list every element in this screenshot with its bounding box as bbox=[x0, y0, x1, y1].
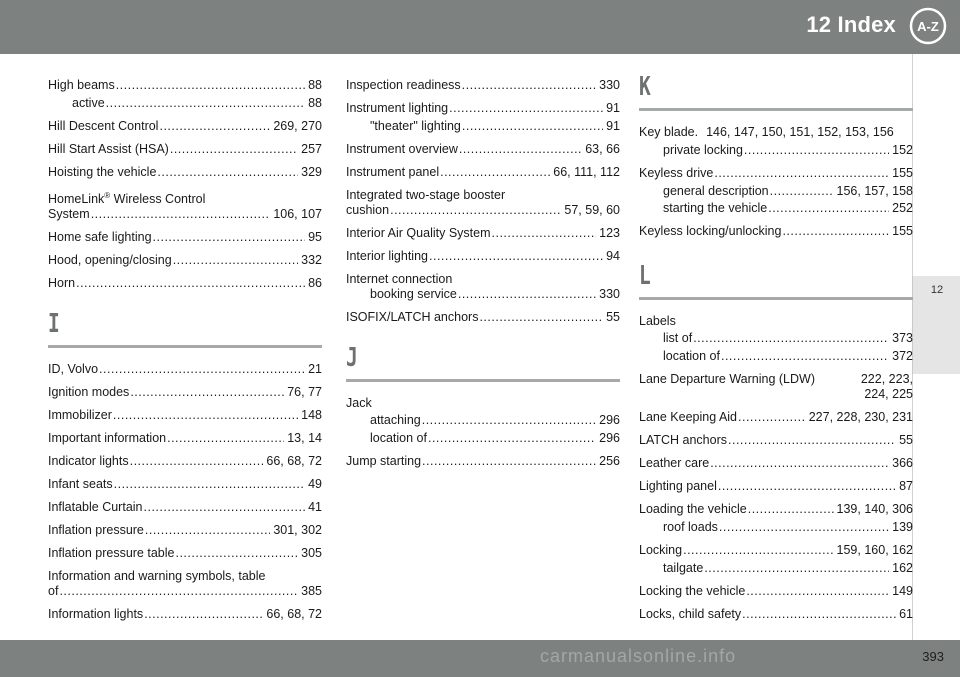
index-entry: Locking ..... 159, 160, 162 bbox=[639, 543, 913, 558]
index-entry: Hood, opening/closing ..... 332 bbox=[48, 253, 322, 268]
index-entry: Instrument overview ..... 63, 66 bbox=[346, 142, 620, 157]
index-subentry: location of ..... 372 bbox=[639, 349, 913, 364]
index-subentry: general description ..... 156, 157, 158 bbox=[639, 184, 913, 199]
index-entry: Lighting panel ..... 87 bbox=[639, 479, 913, 494]
index-entry-homelink: HomeLink® Wireless Control System ..... 106, 107 bbox=[48, 188, 322, 222]
section-heading-k: K bbox=[639, 72, 913, 111]
index-column-1 bbox=[48, 78, 322, 630]
index-entry: Keyless drive ..... 155 bbox=[639, 166, 913, 181]
index-entry: Jump starting ..... 256 bbox=[346, 454, 620, 469]
index-entry: LATCH anchors ..... 55 bbox=[639, 433, 913, 448]
index-column-3 bbox=[639, 72, 913, 630]
index-entry: Immobilizer ..... 148 bbox=[48, 408, 322, 423]
index-entry: Interior Air Quality System ..... 123 bbox=[346, 226, 620, 241]
index-entry: Hoisting the vehicle ..... 329 bbox=[48, 165, 322, 180]
header-bar bbox=[0, 0, 960, 54]
index-entry: Locks, child safety ..... 61 bbox=[639, 607, 913, 622]
index-entry: Hill Descent Control ..... 269, 270 bbox=[48, 119, 322, 134]
index-entry: Important information ..... 13, 14 bbox=[48, 431, 322, 446]
index-entry: Ignition modes ..... 76, 77 bbox=[48, 385, 322, 400]
section-heading-l: L bbox=[639, 261, 913, 300]
index-entry: Indicator lights ..... 66, 68, 72 bbox=[48, 454, 322, 469]
index-subentry: "theater" lighting ..... 91 bbox=[346, 119, 620, 134]
index-entry-ldw: Lane Departure Warning (LDW) 222, 223, 224, 225 bbox=[639, 372, 913, 401]
chapter-tab-label: 12 bbox=[930, 284, 944, 296]
index-entry: Locking the vehicle ..... 149 bbox=[639, 584, 913, 599]
index-entry-internet: Internet connection booking service ..... 330 bbox=[346, 272, 620, 302]
index-column-2 bbox=[346, 78, 620, 477]
index-entry: ISOFIX/LATCH anchors ..... 55 bbox=[346, 310, 620, 325]
index-entry: Inspection readiness ..... 330 bbox=[346, 78, 620, 93]
section-heading-j: J bbox=[346, 343, 620, 382]
index-subentry: private locking ..... 152 bbox=[639, 143, 913, 158]
index-subentry: attaching ..... 296 bbox=[346, 413, 620, 428]
index-entry: Leather care ..... 366 bbox=[639, 456, 913, 471]
index-entry-booster: Integrated two-stage booster cushion ..... 57, 59, 60 bbox=[346, 188, 620, 218]
index-subentry: list of ..... 373 bbox=[639, 331, 913, 346]
index-entry: Instrument lighting ..... 91 bbox=[346, 101, 620, 116]
svg-text:A-Z: A-Z bbox=[917, 19, 939, 34]
index-entry: Loading the vehicle ..... 139, 140, 306 bbox=[639, 502, 913, 517]
section-heading-i: I bbox=[48, 309, 322, 348]
index-entry: High beams ..... 88 bbox=[48, 78, 322, 93]
index-subentry: starting the vehicle ..... 252 bbox=[639, 201, 913, 216]
index-entry: Inflation pressure table ..... 305 bbox=[48, 546, 322, 561]
index-entry-info-symbols: Information and warning symbols, table of ..... 385 bbox=[48, 569, 322, 599]
index-entry: ID, Volvo ..... 21 bbox=[48, 362, 322, 377]
index-subentry: tailgate ..... 162 bbox=[639, 561, 913, 576]
index-entry-jack: Jack bbox=[346, 396, 372, 410]
a-z-icon bbox=[908, 6, 948, 46]
index-entry-keyblade: Key blade. 146, 147, 150, 151, 152, 153, 156 bbox=[639, 125, 894, 139]
index-entry: Instrument panel ..... 66, 111, 112 bbox=[346, 165, 620, 180]
index-entry: Inflation pressure ..... 301, 302 bbox=[48, 523, 322, 538]
index-entry: Infant seats ..... 49 bbox=[48, 477, 322, 492]
footer-bar bbox=[0, 640, 960, 677]
chapter-tab[interactable] bbox=[912, 276, 960, 374]
page-number: 393 bbox=[922, 649, 944, 664]
index-subentry: roof loads ..... 139 bbox=[639, 520, 913, 535]
page-title: 12 Index bbox=[806, 12, 896, 37]
index-entry: Interior lighting ..... 94 bbox=[346, 249, 620, 264]
index-entry-labels: Labels bbox=[639, 314, 676, 328]
index-entry: Home safe lighting ..... 95 bbox=[48, 230, 322, 245]
watermark: carmanualsonline.info bbox=[540, 646, 737, 666]
index-entry: Hill Start Assist (HSA) ..... 257 bbox=[48, 142, 322, 157]
index-entry: Horn ..... 86 bbox=[48, 276, 322, 291]
index-entry: Inflatable Curtain ..... 41 bbox=[48, 500, 322, 515]
index-subentry: active ..... 88 bbox=[48, 96, 322, 111]
index-subentry: location of ..... 296 bbox=[346, 431, 620, 446]
index-entry: Information lights ..... 66, 68, 72 bbox=[48, 607, 322, 622]
index-entry: Lane Keeping Aid ..... 227, 228, 230, 231 bbox=[639, 410, 913, 425]
index-entry: Keyless locking/unlocking ..... 155 bbox=[639, 224, 913, 239]
